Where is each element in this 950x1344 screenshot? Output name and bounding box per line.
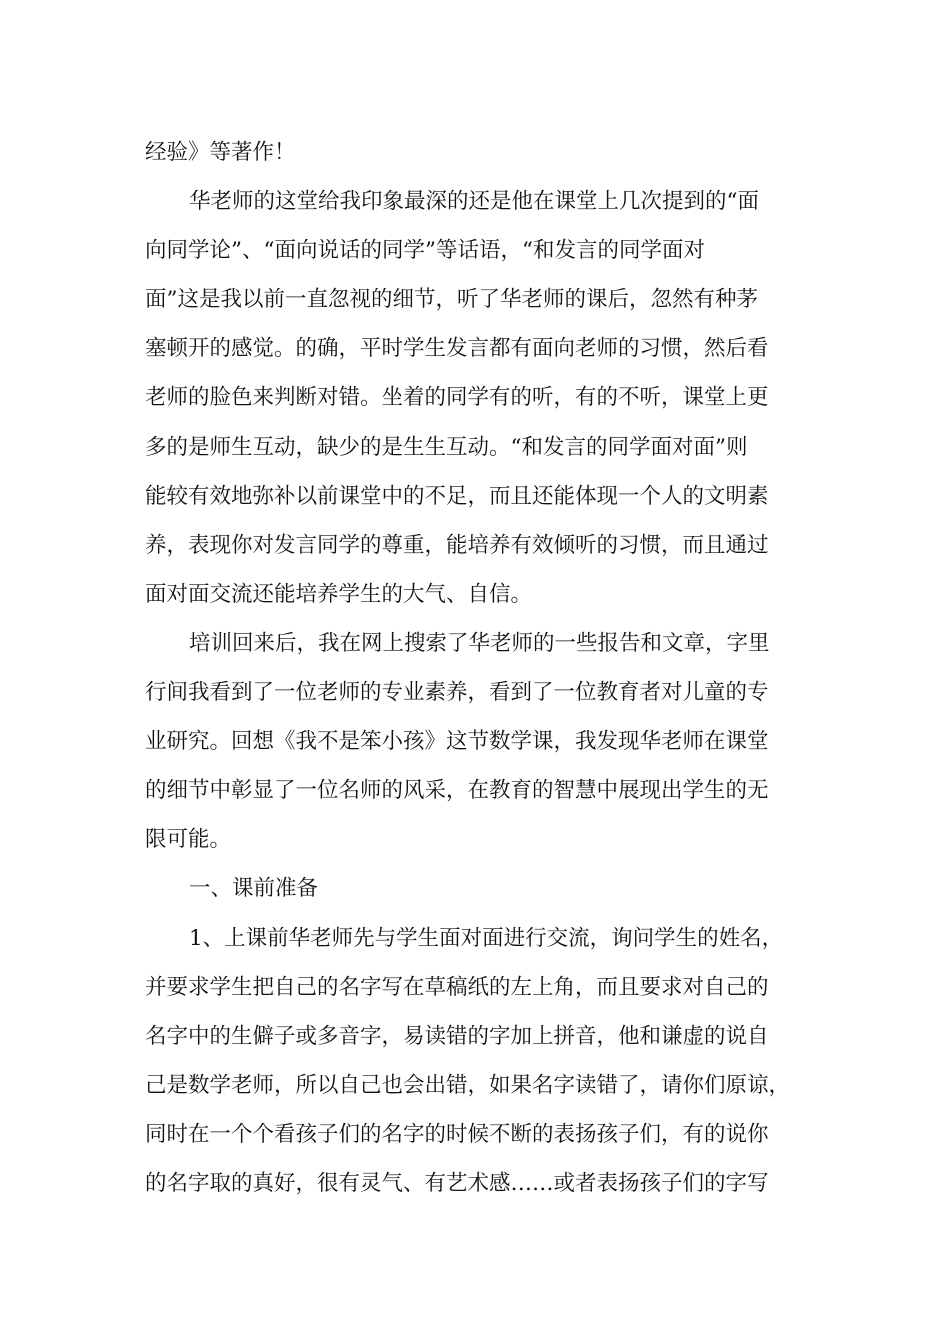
- text-line: 老师的脸色来判断对错。坐着的同学有的听，有的不听，课堂上更: [145, 385, 769, 411]
- text-line: 同时在一个个看孩子们的名字的时候不断的表扬孩子们，有的说你: [145, 1121, 769, 1147]
- text-line: 的名字取的真好，很有灵气、有艺术感……或者表扬孩子们的字写: [145, 1170, 769, 1196]
- text-line: 华老师的这堂给我印象最深的还是他在课堂上几次提到的“面: [189, 189, 759, 215]
- text-line: 面”这是我以前一直忽视的细节，听了华老师的课后，忽然有种茅: [145, 287, 758, 313]
- text-line: 多的是师生互动，缺少的是生生互动。“和发言的同学面对面”则: [145, 434, 748, 460]
- text-line: 能较有效地弥补以前课堂中的不足，而且还能体现一个人的文明素: [145, 483, 769, 509]
- text-line: 业研究。回想《我不是笨小孩》这节数学课，我发现华老师在课堂: [145, 729, 769, 755]
- text-line: 经验》等著作！: [145, 140, 296, 165]
- text-line: 面对面交流还能培养学生的大气、自信。: [145, 581, 533, 607]
- text-line: 养，表现你对发言同学的尊重，能培养有效倾听的习惯，而且通过: [145, 532, 769, 558]
- text-line: 并要求学生把自己的名字写在草稿纸的左上角，而且要求对自己的: [145, 974, 769, 1000]
- text-line: 的细节中彰显了一位名师的风采，在教育的智慧中展现出学生的无: [145, 778, 769, 804]
- text-line: 行间我看到了一位老师的专业素养，看到了一位教育者对儿童的专: [145, 680, 769, 706]
- text-line: 1、上课前华老师先与学生面对面进行交流，询问学生的姓名，: [189, 925, 784, 951]
- text-line: 塞顿开的感觉。的确，平时学生发言都有面向老师的习惯，然后看: [145, 336, 769, 362]
- document-body: [145, 128, 825, 1208]
- text-line: 培训回来后，我在网上搜索了华老师的一些报告和文章，字里: [189, 630, 770, 656]
- text-line: 限可能。: [145, 827, 232, 853]
- section-heading: 一、课前准备: [189, 876, 319, 902]
- text-line: 己是数学老师，所以自己也会出错，如果名字读错了，请你们原谅，: [145, 1072, 791, 1098]
- text-line: 名字中的生僻子或多音字，易读错的字加上拼音，他和谦虚的说自: [145, 1023, 769, 1049]
- text-line: 向同学论”、“面向说话的同学”等话语，“和发言的同学面对: [145, 238, 705, 264]
